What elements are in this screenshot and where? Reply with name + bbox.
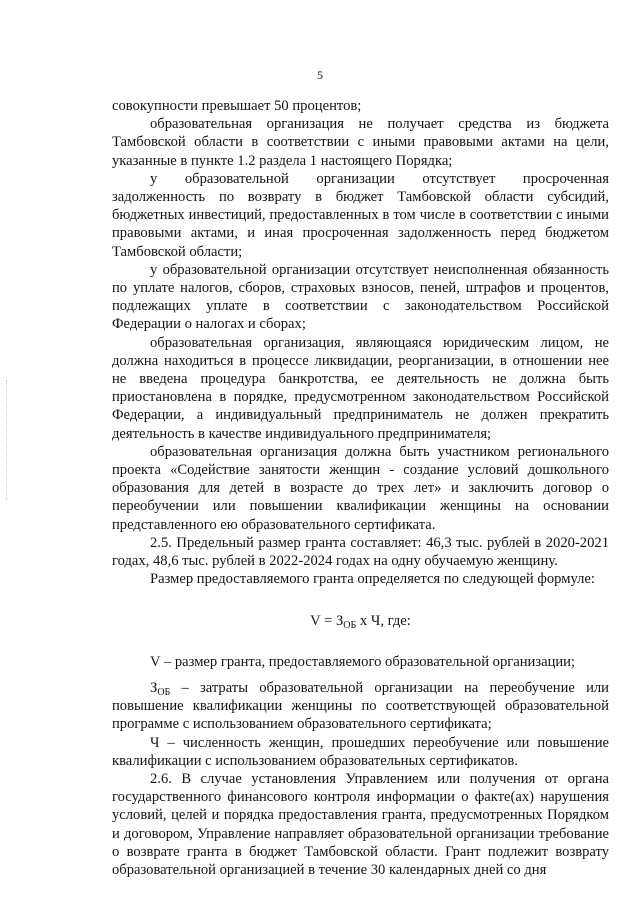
symbol-z: З [150,679,158,696]
paragraph-2-6-grant-return: 2.6. В случае установления Управлением или получения от органа государственного финансового контроля информации о факте(ах) нарушения условий, целей и порядка предоставления гранта, предусмотренных Порядком и договором, Управление направляет образовательной организации требование о возврате гранта в бюджет Тамбовской области. Грант подлежит возврату образовательной организацией в течение 30 календарных дней со дня [112,770,609,878]
paragraph-no-overdue-debt: у образовательной организации отсутствует просроченная задолженность по возврату в бюджет Тамбовской области субсидий, бюджетных инвестиций, предоставленных в том числе в соответствии с иными правовыми актами, и иная просроченная задолженность перед бюджетом Тамбовской области; [112,170,609,260]
paragraph-continuation: совокупности превышает 50 процентов; [112,98,362,114]
paragraph-no-tax-obligations: у образовательной организации отсутствует неисполненная обязанность по уплате налогов, сборов, страховых взносов, пеней, штрафов и процентов, подлежащих уплате в соответствии с законодательством Российской Федерации о налогах и сборах; [112,261,609,333]
formula-lhs: V = З [310,613,344,630]
symbol-z-subscript: ОБ [157,686,171,698]
paragraph-budget-funds: образовательная организация не получает средства из бюджета Тамбовской области в соответствии с иными правовыми актами на цели, указанные в пункте 1.2 раздела 1 настоящего Порядка; [112,116,609,169]
definition-z [112,679,609,734]
definition-ch: Ч – численность женщин, прошедших переобучение или повышение квалификации с использованием образовательных сертификатов. [112,734,609,769]
paragraph-formula-intro: Размер предоставляемого гранта определяется по следующей формуле: [150,571,595,588]
formula-rhs: х Ч, где: [356,613,411,630]
page-number: 5 [317,68,323,82]
definition-z-text: – затраты образовательной организации на переобучение или повышение квалификации женщины по соответствующей образовательной программе с использованием образовательного сертификата; [112,679,609,733]
formula-subscript: ОБ [343,620,357,632]
scan-margin-mark [6,380,13,500]
paragraph-2-5-grant-limit: 2.5. Предельный размер гранта составляет: 46,3 тыс. рублей в 2020-2021 годах, 48,6 тыс. рублей в 2022-2024 годах на одну обучаемую женщину. [112,534,609,570]
document-body [112,97,609,879]
paragraph-regional-project: образовательная организация должна быть участником регионального проекта «Содействие занятости женщин - создание условий дошкольного образования для детей в возрасте до трех лет» и заключить договор о переобучении или повышении квалификации женщины на основании представленного ею образовательного сертификата. [112,443,609,533]
definition-v: V – размер гранта, предоставляемого образовательной организации; [150,653,576,670]
grant-formula [112,612,609,630]
paragraph-no-liquidation: образовательная организация, являющаяся юридическим лицом, не должна находиться в процессе ликвидации, реорганизации, в отношении нее не введена процедура банкротства, ее деятельность не должна быть приостановлена в порядке, предусмотренном законодательством Российской Федерации, а индивидуальный предприниматель не должен прекратить деятельность в качестве индивидуального предпринимателя; [112,334,609,442]
